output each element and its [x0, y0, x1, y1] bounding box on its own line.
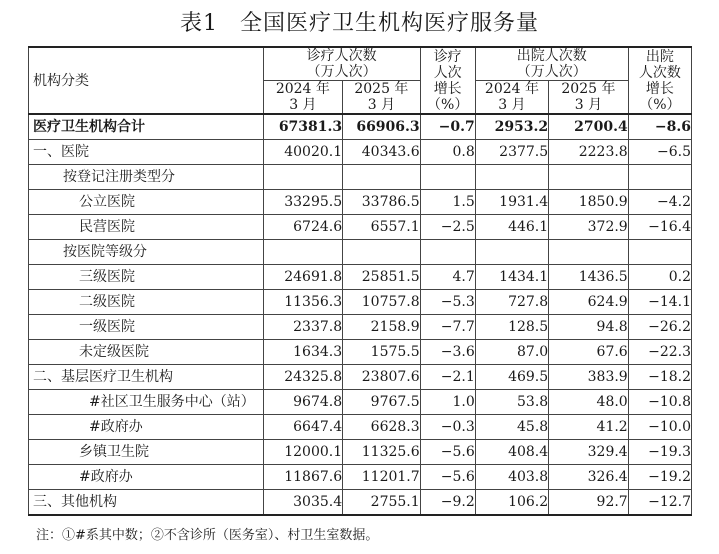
row-value: −5.6	[420, 440, 475, 465]
row-value: −5.6	[420, 465, 475, 490]
header-visits-growth	[420, 47, 475, 114]
table-title	[0, 6, 719, 37]
row-value: 10757.8	[343, 290, 421, 315]
header-visits-2025	[343, 81, 421, 115]
header-discharge-group-line2: （万人次）	[516, 64, 587, 80]
row-value: −19.2	[628, 465, 691, 490]
row-value	[343, 240, 421, 265]
row-value: −2.5	[420, 215, 475, 240]
header-discharge-growth-line3: 增长	[645, 80, 674, 97]
table-row	[29, 265, 692, 290]
row-value: 326.4	[549, 465, 629, 490]
header-discharge-2024-year: 2024 年	[484, 81, 539, 97]
row-value: 0.2	[628, 265, 691, 290]
row-value: 383.9	[549, 365, 629, 390]
row-value: 106.2	[475, 490, 548, 516]
row-category: 按医院等级分	[29, 240, 264, 265]
row-value: −14.1	[628, 290, 691, 315]
row-category: 一、医院	[29, 140, 264, 165]
row-category: #政府办	[29, 465, 264, 490]
row-value	[549, 165, 629, 190]
row-value: 25851.5	[343, 265, 421, 290]
row-value: 329.4	[549, 440, 629, 465]
row-value: −19.3	[628, 440, 691, 465]
table-footnote: 注：①#系其中数；②不含诊所（医务室）、村卫生室数据。	[36, 528, 379, 543]
row-value: 446.1	[475, 215, 548, 240]
row-value: 408.4	[475, 440, 548, 465]
row-value: −10.8	[628, 390, 691, 415]
row-category: 未定级医院	[29, 340, 264, 365]
row-category: 二、基层医疗卫生机构	[29, 365, 264, 390]
header-visits-group	[263, 47, 420, 81]
row-value: 92.7	[549, 490, 629, 516]
row-value: 11356.3	[263, 290, 343, 315]
row-value: −7.7	[420, 315, 475, 340]
row-value: 33295.5	[263, 190, 343, 215]
row-value: −3.6	[420, 340, 475, 365]
row-value: 2755.1	[343, 490, 421, 516]
row-value: −5.3	[420, 290, 475, 315]
row-category: #政府办	[29, 415, 264, 440]
row-value: −12.7	[628, 490, 691, 516]
row-value: −18.2	[628, 365, 691, 390]
table-row	[29, 365, 692, 390]
row-value: 2337.8	[263, 315, 343, 340]
row-value	[420, 240, 475, 265]
row-category: 三、其他机构	[29, 490, 264, 516]
row-value: 40020.1	[263, 140, 343, 165]
row-value: −6.5	[628, 140, 691, 165]
row-value: 12000.1	[263, 440, 343, 465]
header-discharge-2024	[475, 81, 548, 115]
row-category: 二级医院	[29, 290, 264, 315]
header-visits-growth-line1: 诊疗	[433, 48, 462, 65]
medical-services-table	[28, 46, 692, 516]
row-value: 2953.2	[475, 114, 548, 140]
row-category: 乡镇卫生院	[29, 440, 264, 465]
row-value: 1575.5	[343, 340, 421, 365]
row-value: 24325.8	[263, 365, 343, 390]
header-visits-growth-line2: 人次	[433, 64, 462, 81]
row-value: −0.3	[420, 415, 475, 440]
header-discharge-2025-month: 3 月	[574, 97, 603, 113]
row-value: 53.8	[475, 390, 548, 415]
row-value: 9767.5	[343, 390, 421, 415]
row-category: 医疗卫生机构合计	[29, 114, 264, 140]
row-value: 6724.6	[263, 215, 343, 240]
row-value: 1434.1	[475, 265, 548, 290]
row-value: 1.5	[420, 190, 475, 215]
header-discharge-2024-month: 3 月	[498, 97, 526, 113]
row-value: 3035.4	[263, 490, 343, 516]
row-value: 1931.4	[475, 190, 548, 215]
table-row	[29, 290, 692, 315]
row-value: 2700.4	[549, 114, 629, 140]
row-value	[343, 165, 421, 190]
table-row	[29, 114, 692, 140]
row-category: 三级医院	[29, 265, 264, 290]
row-value: 67.6	[549, 340, 629, 365]
table-row	[29, 490, 692, 516]
header-discharge-group-line1: 出院人次数	[516, 48, 587, 64]
table-number: 表1	[179, 11, 218, 36]
header-visits-2024-month: 3 月	[289, 97, 317, 113]
row-value: 727.8	[475, 290, 548, 315]
header-category: 机构分类	[29, 47, 264, 114]
table-body	[29, 114, 692, 515]
header-discharge-2025-year: 2025 年	[561, 81, 616, 97]
table-row	[29, 440, 692, 465]
row-value: 40343.6	[343, 140, 421, 165]
row-value: 48.0	[549, 390, 629, 415]
header-visits-2024	[263, 81, 343, 115]
row-value	[549, 240, 629, 265]
header-discharge-growth-line4: （%）	[639, 96, 681, 113]
row-value: 11201.7	[343, 465, 421, 490]
row-value: 11867.6	[263, 465, 343, 490]
row-value: −9.2	[420, 490, 475, 516]
row-value: −26.2	[628, 315, 691, 340]
table-row	[29, 340, 692, 365]
row-value: 1.0	[420, 390, 475, 415]
table-row	[29, 465, 692, 490]
row-value: 11325.6	[343, 440, 421, 465]
row-value: 6557.1	[343, 215, 421, 240]
row-value: 1634.3	[263, 340, 343, 365]
row-value: 1436.5	[549, 265, 629, 290]
header-visits-growth-line3: 增长	[433, 80, 462, 97]
row-value	[475, 240, 548, 265]
header-visits-growth-line4: （%）	[427, 96, 469, 113]
table-row	[29, 140, 692, 165]
header-visits-2025-month: 3 月	[367, 97, 396, 113]
row-value: 24691.8	[263, 265, 343, 290]
row-value	[628, 165, 691, 190]
row-value: 403.8	[475, 465, 548, 490]
row-category: #社区卫生服务中心（站）	[29, 390, 264, 415]
table-row	[29, 165, 692, 190]
row-value: 469.5	[475, 365, 548, 390]
table-row	[29, 215, 692, 240]
table-row	[29, 190, 692, 215]
row-value: 372.9	[549, 215, 629, 240]
row-value: 67381.3	[263, 114, 343, 140]
row-value: 94.8	[549, 315, 629, 340]
row-value	[475, 165, 548, 190]
row-value: 2377.5	[475, 140, 548, 165]
row-value: −0.7	[420, 114, 475, 140]
row-value	[263, 240, 343, 265]
row-value: 0.8	[420, 140, 475, 165]
row-value: −22.3	[628, 340, 691, 365]
row-value: 41.2	[549, 415, 629, 440]
row-value: 6647.4	[263, 415, 343, 440]
row-value: 66906.3	[343, 114, 421, 140]
header-discharge-group	[475, 47, 628, 81]
row-value: 2223.8	[549, 140, 629, 165]
row-value: −8.6	[628, 114, 691, 140]
row-category: 公立医院	[29, 190, 264, 215]
row-value: 87.0	[475, 340, 548, 365]
row-value: −4.2	[628, 190, 691, 215]
row-category: 民营医院	[29, 215, 264, 240]
header-discharge-2025	[549, 81, 629, 115]
table-row	[29, 315, 692, 340]
row-value: 2158.9	[343, 315, 421, 340]
table-title-text: 全国医疗卫生机构医疗服务量	[239, 11, 539, 36]
row-value: 33786.5	[343, 190, 421, 215]
row-value: −16.4	[628, 215, 691, 240]
row-value: 1850.9	[549, 190, 629, 215]
table-row	[29, 390, 692, 415]
header-discharge-growth	[628, 47, 691, 114]
header-visits-2025-year: 2025 年	[354, 81, 409, 97]
header-visits-2024-year: 2024 年	[275, 81, 330, 97]
row-value: −2.1	[420, 365, 475, 390]
row-value	[263, 165, 343, 190]
row-value	[420, 165, 475, 190]
row-category: 按登记注册类型分	[29, 165, 264, 190]
row-value: 128.5	[475, 315, 548, 340]
table-row	[29, 415, 692, 440]
header-discharge-growth-line1: 出院	[645, 48, 674, 65]
row-value: 45.8	[475, 415, 548, 440]
row-value: 6628.3	[343, 415, 421, 440]
row-value: 4.7	[420, 265, 475, 290]
row-value: −10.0	[628, 415, 691, 440]
row-value: 9674.8	[263, 390, 343, 415]
header-discharge-growth-line2: 人次数	[638, 64, 681, 81]
row-value: 23807.6	[343, 365, 421, 390]
row-value	[628, 240, 691, 265]
table-row	[29, 240, 692, 265]
header-visits-group-line1: 诊疗人次数	[306, 48, 377, 64]
row-value: 624.9	[549, 290, 629, 315]
row-category: 一级医院	[29, 315, 264, 340]
header-visits-group-line2: （万人次）	[306, 64, 377, 80]
